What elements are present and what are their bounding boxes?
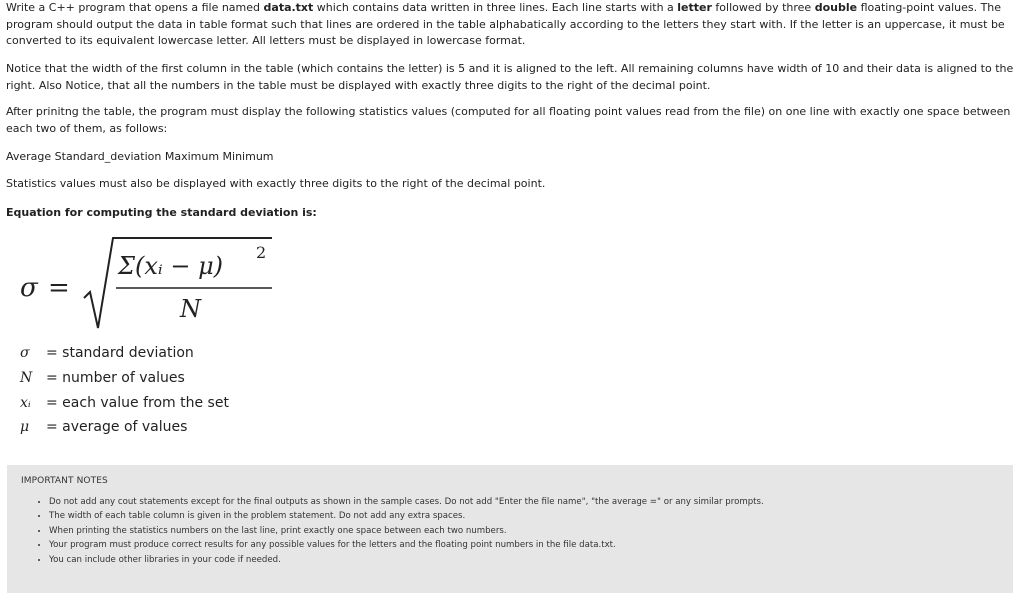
legend-symbol: N — [20, 370, 33, 386]
note-item: • When printing the statistics numbers on the last line, print exactly one space between each two numbers. — [49, 524, 764, 538]
double-text: double — [814, 1, 858, 14]
formula-sigma: σ — [20, 273, 38, 303]
legend-symbol: xᵢ — [20, 395, 31, 411]
statistics-precision-paragraph: Statistics values must also be displayed with exactly three digits to the right of the decimal point. — [6, 177, 546, 190]
legend-symbol: σ — [20, 345, 30, 361]
letter-text: letter — [677, 1, 712, 14]
formula-exponent: 2 — [256, 243, 267, 262]
legend-text: = number of values — [46, 370, 185, 386]
legend-sigma — [20, 345, 194, 361]
formula-numerator: Σ(xᵢ − μ) — [118, 252, 224, 280]
intro-text-a: Write a C++ program that opens a file named — [6, 1, 264, 14]
note-item: • You can include other libraries in your code if needed. — [49, 553, 764, 567]
legend-xi — [20, 395, 229, 411]
standard-deviation-formula — [18, 230, 283, 330]
note-item: • The width of each table column is given in the problem statement. Do not add any extra spaces. — [49, 509, 764, 523]
intro-text-b: which contains data written in three lines. Each line starts with a — [313, 1, 678, 14]
legend-symbol: μ — [20, 419, 30, 435]
legend-text: = average of values — [46, 419, 188, 435]
notes-list — [21, 495, 764, 567]
legend-mu — [20, 419, 187, 435]
filename-text: data.txt — [263, 1, 314, 14]
intro-paragraph — [6, 0, 1016, 50]
formula-denominator: N — [180, 295, 201, 323]
intro-text-c: followed by three — [711, 1, 815, 14]
intro-text-d: floating-point values. The program should output the data in table format such that lines are ordered in the table alphabatically according to the letters they start with. If the letter is an uppercase, it must be converted to its equivalent lowercase letter. All letters must be displayed in lowercase format. — [6, 1, 1005, 47]
note-item: • Do not add any cout statements except for the final outputs as shown in the sample cases. Do not add "Enter the file name", "the average =" or any similar prompts. — [49, 495, 764, 509]
legend-text: = standard deviation — [46, 345, 194, 361]
notes-title: IMPORTANT NOTES — [21, 476, 108, 486]
statistics-order-line: Average Standard_deviation Maximum Minimum — [6, 150, 274, 163]
legend-text: = each value from the set — [46, 395, 229, 411]
equation-heading: Equation for computing the standard deviation is: — [6, 206, 317, 219]
important-notes-box — [7, 465, 1013, 593]
note-item: • Your program must produce correct results for any possible values for the letters and the floating point numbers in the file data.txt. — [49, 538, 764, 552]
column-width-paragraph: Notice that the width of the first column in the table (which contains the letter) is 5 and it is aligned to the left. All remaining columns have width of 10 and their data is aligned to the right. Also Notice, that all the numbers in the table must be displayed with exactly three digits to the right of the decimal point. — [6, 62, 1014, 92]
formula-equals: = — [48, 273, 70, 303]
statistics-paragraph: After prinitng the table, the program must display the following statistics values (computed for all floating point values read from the file) on one line with exactly one space between each two of them, as follows: — [6, 105, 1011, 135]
legend-n — [20, 370, 185, 386]
